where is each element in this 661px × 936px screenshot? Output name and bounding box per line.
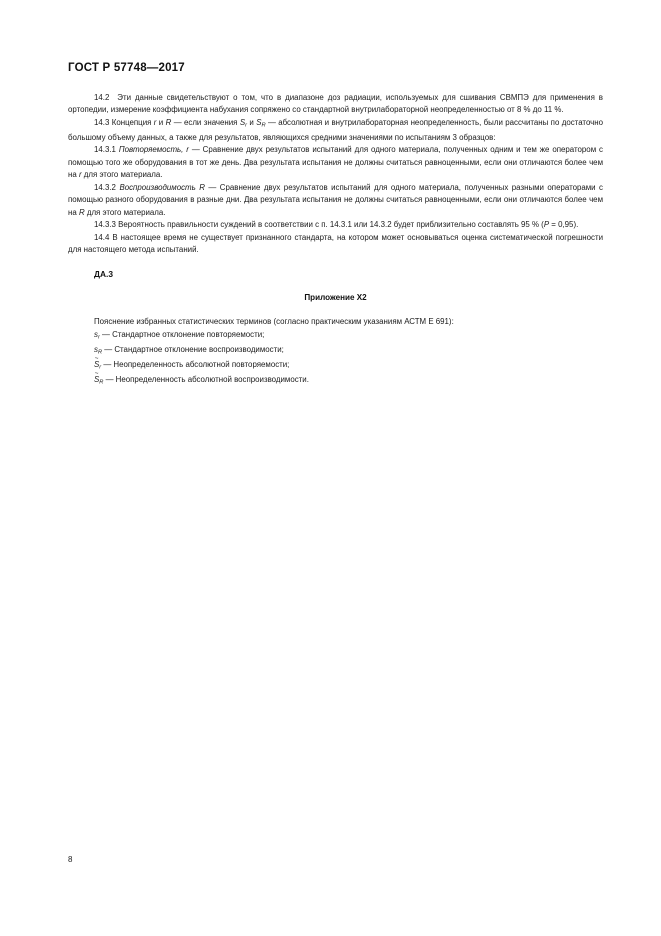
paragraph-14-3-3 [68, 219, 603, 231]
document-body [68, 92, 603, 390]
list-item [68, 370, 603, 389]
list-item [68, 344, 603, 359]
paragraph-14-4 [68, 232, 603, 257]
paragraph-text-seg1: — Сравнение двух результатов испытаний для одного материала, полученных одним и тем же оператором с помощью того же оборудования в тот же день. Два результата испытания не должны считаться равноценными, если они отличаются более чем на [68, 145, 603, 180]
symbol-S-subscript-r: r [245, 122, 247, 129]
paragraph-number: 14.3.2 [94, 182, 116, 192]
term-definition: — Стандартное отклонение воспроизводимости; [102, 345, 284, 355]
paragraph-14-3-2 [68, 182, 603, 219]
paragraph-text-seg2: для этого материала. [84, 207, 166, 217]
paragraph-text-seg1: — Сравнение двух результатов испытаний для одного материала, полученных разными операторами с помощью разного оборудования в разные дни. Два результата испытания не должны считаться равноценными, если они отличаются более чем на [68, 182, 604, 217]
page-number: 8 [68, 855, 73, 864]
term-symbol-subscript: r [97, 334, 100, 341]
paragraph-text-seg3: — если значения [171, 117, 240, 127]
term-definition: — Неопределенность абсолютной воспроизводимости. [103, 375, 309, 385]
paragraph-14-3 [68, 117, 603, 144]
paragraph-text-seg2: и [156, 117, 166, 127]
inline-variable-R: R [78, 207, 85, 217]
term-symbol-base-hat [94, 370, 100, 387]
list-item [68, 354, 603, 374]
term-symbol-base-letter: S [94, 375, 100, 385]
appendix-title: Приложение Х2 [304, 293, 367, 303]
paragraph-text-seg1: Вероятность правильности суждений в соответствии с п. 14.3.1 или 14.3.2 будет приблизительно составлять 95 % ( [118, 220, 544, 230]
section-label-da3: ДА.3 [94, 269, 113, 280]
terms-intro: Пояснение избранных статистических терминов (согласно практическим указаниям АСТМ Е 691): [94, 317, 454, 327]
term-symbol-subscript: R [97, 349, 103, 356]
term-symbol-subscript: r [99, 364, 102, 371]
paragraph-text: Эти данные свидетельствуют о том, что в диапазоне доз радиации, используемых для сшивания СВМПЭ для применения в ортопедии, измерение коэффициента набухания сопряжено со стандартной внутрилабораторной неопределенностью от 8 % до 11 %. [68, 93, 603, 115]
tilde-diacritic-icon: ~ [94, 370, 99, 378]
list-item [68, 329, 603, 344]
tilde-diacritic-icon: ~ [94, 354, 99, 362]
paragraph-text-seg2: = 0,95). [549, 220, 579, 230]
variable-r: r [153, 117, 157, 127]
paragraph-text-seg4: и [247, 117, 257, 127]
statistical-terms-list [68, 329, 603, 390]
term-symbol-base-letter: S [94, 360, 100, 370]
inline-variable-P: P [543, 220, 550, 230]
variable-R: R [165, 117, 172, 127]
term-reproducibility: Воспроизводимость [119, 182, 196, 192]
symbol-S-subscript-R: R [261, 122, 266, 129]
paragraph-text: В настоящее время не существует признанного стандарта, на котором может основываться оценка систематической погрешности для настоящего метода испытаний. [68, 232, 603, 255]
paragraph-number: 14.3 [94, 117, 110, 127]
term-symbol-subscript: R [99, 380, 104, 387]
symbol-S-base-2: S [256, 117, 262, 127]
paragraph-number: 14.3.3 [94, 220, 116, 230]
term-definition: — Неопределенность абсолютной повторяемости; [101, 360, 290, 370]
symbol-S-base: S [239, 117, 246, 127]
term-variable-r: r [186, 145, 189, 155]
paragraph-number: 14.4 [94, 232, 110, 242]
term-symbol-base: s [94, 329, 98, 339]
standard-header: ГОСТ Р 57748—2017 [68, 62, 185, 74]
paragraph-14-2 [68, 92, 603, 117]
term-variable-R: R [199, 182, 205, 192]
term-repeatability: Повторяемость, [118, 145, 184, 155]
paragraph-number: 14.2 [94, 93, 110, 102]
paragraph-number: 14.3.1 [94, 145, 116, 155]
paragraph-14-3-1 [68, 144, 603, 181]
inline-variable-r: r [78, 170, 82, 180]
term-definition: — Стандартное отклонение повторяемости; [99, 329, 265, 339]
paragraph-text-seg1: Концепция [111, 117, 154, 127]
paragraph-text-seg5: — абсолютная и внутрилабораторная неопределенность, были рассчитаны по достаточно большому объему данных, а также для результатов, являющихся средними значениями по испытаниям 3 образцов: [68, 117, 604, 142]
term-symbol-base: s [94, 345, 98, 355]
paragraph-text-seg2: для этого материала. [81, 170, 163, 180]
